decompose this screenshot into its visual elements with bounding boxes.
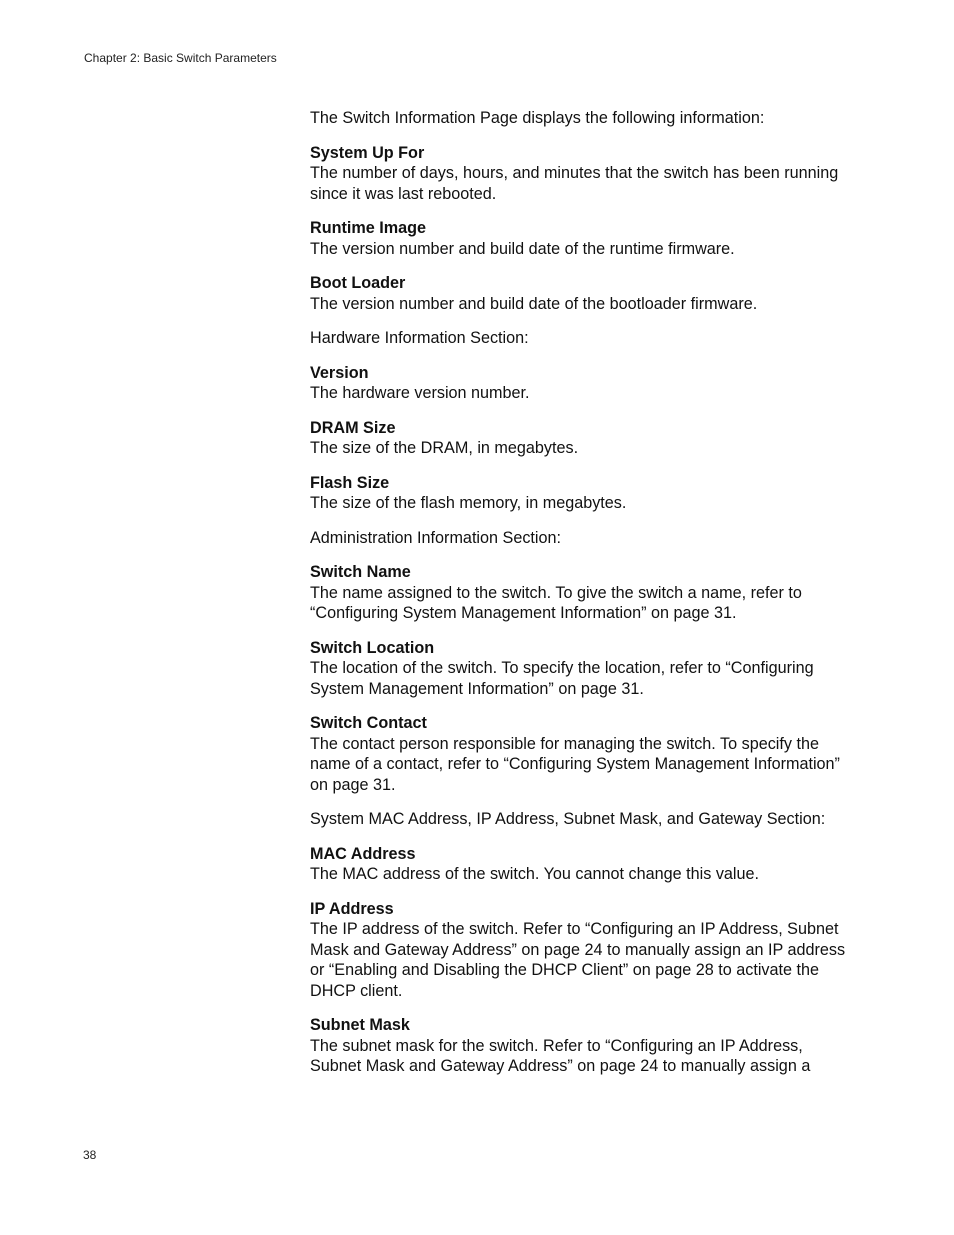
definition-description: The MAC address of the switch. You cannot change this value. — [310, 865, 760, 883]
definition-term: Boot Loader — [310, 274, 406, 292]
definition-entry — [310, 713, 846, 795]
definition-description: The IP address of the switch. Refer to “Configuring an IP Address, Subnet Mask and Gateway Address” on page 24 to manually assign an IP address or “Enabling and Disabling the DHCP Client” on page 28 to activate the DHCP client. — [310, 920, 846, 1000]
definition-entry — [310, 418, 846, 459]
definition-term: Runtime Image — [310, 219, 427, 237]
definition-entry — [310, 1015, 846, 1077]
definition-term: DRAM Size — [310, 418, 396, 437]
definition-description: The number of days, hours, and minutes that the switch has been running since it was last rebooted. — [310, 164, 839, 203]
definition-description: The size of the DRAM, in megabytes. — [310, 439, 579, 457]
definition-entry — [310, 562, 846, 624]
section-heading-administration: Administration Information Section: — [310, 528, 562, 547]
document-body — [310, 108, 846, 1091]
definition-term: Switch Location — [310, 638, 435, 657]
definition-term: IP Address — [310, 899, 394, 918]
definition-description: The contact person responsible for managing the switch. To specify the name of a contact, refer to “Configuring System Management Information” on page 31. — [310, 734, 840, 794]
section-heading-hardware: Hardware Information Section: — [310, 329, 529, 347]
definition-description: The subnet mask for the switch. Refer to “Configuring an IP Address, Subnet Mask and Gateway Address” on page 24 to manually assign a — [310, 1036, 811, 1075]
definition-term: MAC Address — [310, 844, 416, 863]
definition-entry — [310, 273, 846, 314]
definition-description: The version number and build date of the bootloader firmware. — [310, 294, 758, 313]
definition-description: The name assigned to the switch. To give the switch a name, refer to “Configuring System Management Information” on page 31. — [310, 583, 802, 622]
definition-entry — [310, 844, 846, 885]
definition-description: The version number and build date of the runtime firmware. — [310, 239, 735, 258]
definition-entry — [310, 473, 846, 514]
definition-entry — [310, 143, 846, 205]
definition-term: Version — [310, 363, 369, 382]
definition-term: Subnet Mask — [310, 1016, 410, 1034]
definition-entry — [310, 363, 846, 404]
definition-term: System Up For — [310, 143, 425, 162]
definition-entry — [310, 638, 846, 700]
definition-description: The hardware version number. — [310, 384, 530, 402]
definition-description: The location of the switch. To specify the location, refer to “Configuring System Management Information” on page 31. — [310, 659, 814, 698]
running-header: Chapter 2: Basic Switch Parameters — [84, 51, 277, 65]
section-heading-network: System MAC Address, IP Address, Subnet Mask, and Gateway Section: — [310, 810, 826, 828]
definition-term: Flash Size — [310, 473, 390, 492]
page-number: 38 — [83, 1148, 97, 1162]
definition-entry — [310, 218, 846, 259]
definition-description: The size of the flash memory, in megabytes. — [310, 494, 627, 512]
definition-term: Switch Name — [310, 563, 411, 581]
definition-entry — [310, 899, 846, 1002]
definition-term: Switch Contact — [310, 714, 427, 732]
intro-paragraph: The Switch Information Page displays the following information: — [310, 109, 765, 127]
